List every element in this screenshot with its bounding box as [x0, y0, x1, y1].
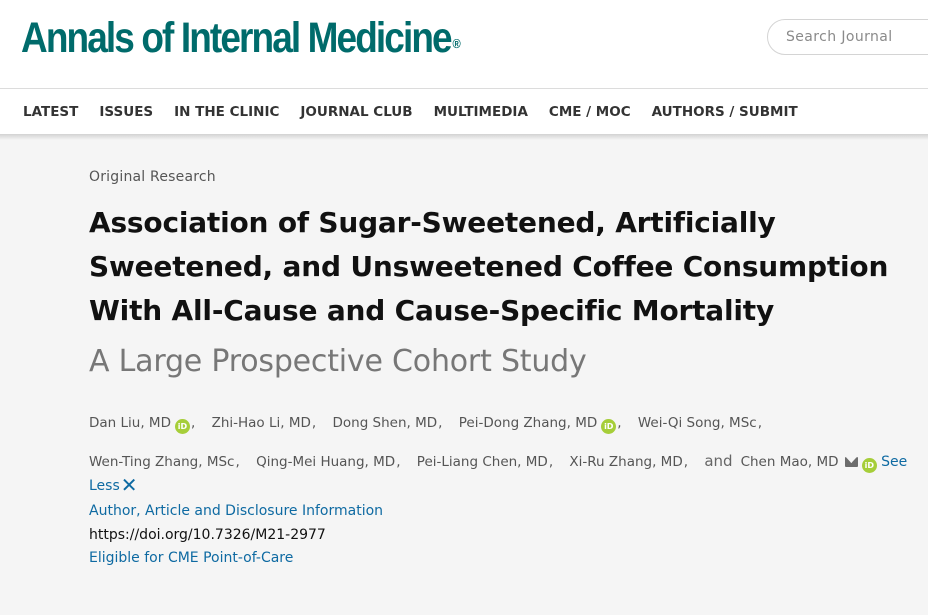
author-item	[741, 454, 839, 470]
and-text: and	[704, 452, 733, 470]
author-name[interactable]: Wen-Ting Zhang, MSc	[89, 454, 235, 470]
orcid-icon[interactable]: iD	[601, 419, 616, 434]
separator: ,	[311, 415, 317, 431]
author-name[interactable]: Zhi-Hao Li, MD	[211, 415, 311, 431]
author-name[interactable]: Qing-Mei Huang, MD	[256, 454, 396, 470]
registered-mark: ®	[452, 36, 461, 51]
author-item	[459, 415, 622, 431]
site-header	[0, 0, 928, 134]
article-category: Original Research	[89, 169, 216, 185]
nav-latest[interactable]: LATEST	[23, 104, 79, 120]
author-name[interactable]: Xi-Ru Zhang, MD	[569, 454, 683, 470]
author-item	[89, 454, 240, 470]
orcid-icon[interactable]: iD	[862, 458, 877, 473]
author-name[interactable]: Wei-Qi Song, MSc	[637, 415, 757, 431]
article-title: Association of Sugar-Sweetened, Artificially Sweetened, and Unsweetened Coffee Consumption With All-Cause and Cause-Specific Mortality	[89, 206, 889, 327]
separator: ,	[683, 454, 689, 470]
author-item	[89, 415, 195, 431]
author-name[interactable]: Chen Mao, MD	[740, 454, 839, 470]
separator: ,	[757, 415, 762, 431]
separator: ,	[235, 454, 240, 470]
separator: ,	[190, 415, 196, 431]
header-shadow	[0, 134, 928, 140]
see-less-button-part1[interactable]: See	[881, 454, 908, 470]
author-item	[569, 454, 688, 470]
header-divider	[0, 88, 928, 89]
author-name[interactable]: Pei-Dong Zhang, MD	[458, 415, 598, 431]
author-info-link[interactable]: Author, Article and Disclosure Information	[89, 503, 384, 519]
author-item	[332, 415, 442, 431]
separator: ,	[617, 415, 622, 431]
article-subtitle: A Large Prospective Cohort Study	[89, 344, 587, 379]
logo-text: Annals of Internal Medicine	[21, 14, 451, 62]
author-item	[417, 454, 553, 470]
author-name[interactable]: Dong Shen, MD	[332, 415, 438, 431]
nav-journal-club[interactable]: JOURNAL CLUB	[300, 104, 413, 120]
author-item	[638, 415, 762, 431]
separator: ,	[548, 454, 554, 470]
doi-link[interactable]: https://doi.org/10.7326/M21-2977	[89, 527, 326, 543]
nav-authors-submit[interactable]: AUTHORS / SUBMIT	[651, 104, 798, 120]
nav-issues[interactable]: ISSUES	[99, 104, 154, 120]
mail-icon[interactable]	[845, 457, 858, 467]
search-input[interactable]	[767, 19, 928, 55]
see-less-button[interactable]: Less	[89, 478, 120, 494]
journal-logo[interactable]	[21, 12, 461, 64]
author-list	[89, 404, 919, 481]
separator: ,	[438, 415, 443, 431]
author-name[interactable]: Pei-Liang Chen, MD	[416, 454, 548, 470]
author-item	[256, 454, 400, 470]
nav-multimedia[interactable]: MULTIMEDIA	[433, 104, 528, 120]
author-name[interactable]: Dan Liu, MD	[89, 415, 171, 431]
cme-link[interactable]: Eligible for CME Point-of-Care	[89, 550, 294, 566]
article-header	[89, 168, 919, 568]
nav-cme-moc[interactable]: CME / MOC	[548, 104, 631, 120]
author-item	[212, 415, 317, 431]
main-nav	[23, 102, 819, 122]
close-icon[interactable]: ✕	[120, 473, 138, 497]
nav-in-the-clinic[interactable]: IN THE CLINIC	[174, 104, 280, 120]
orcid-icon[interactable]: iD	[175, 419, 190, 434]
separator: ,	[396, 454, 401, 470]
